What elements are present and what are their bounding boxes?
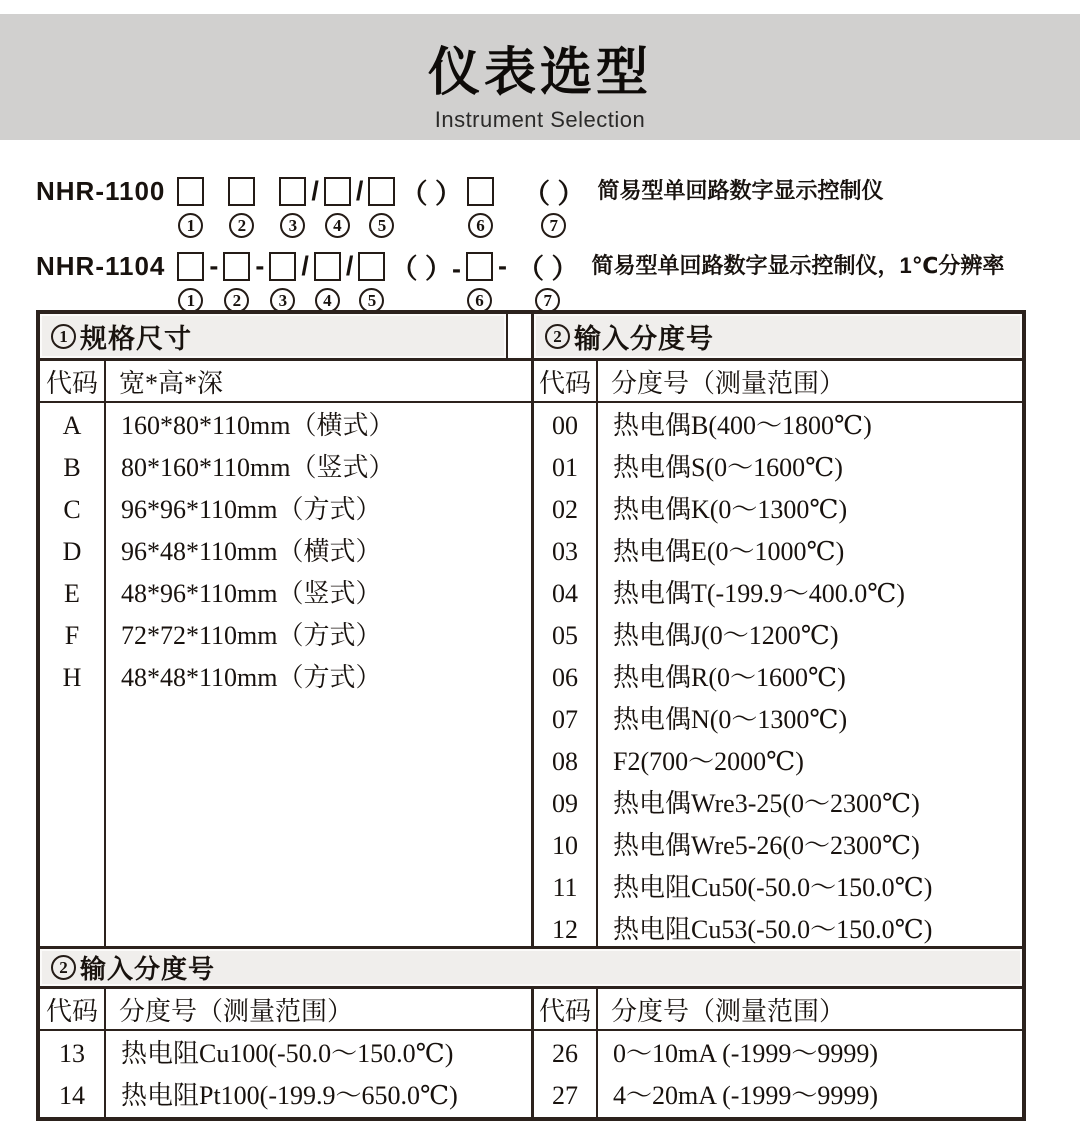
circled-number: 7 bbox=[535, 288, 560, 313]
empty-code-square bbox=[314, 252, 341, 281]
empty-code-square bbox=[269, 252, 296, 281]
code-box-outline bbox=[279, 172, 306, 210]
model-separator bbox=[512, 247, 584, 315]
selection-table bbox=[36, 310, 1026, 1121]
s1-right-codes bbox=[534, 403, 598, 946]
header-title: 规格尺寸 bbox=[80, 323, 192, 354]
row-code: H bbox=[62, 663, 82, 692]
row-code: 05 bbox=[552, 621, 578, 650]
column-header-desc: 宽*高*深 bbox=[119, 368, 224, 398]
code-box-outline bbox=[269, 247, 296, 285]
code-box-outline bbox=[223, 247, 250, 285]
section1-header-row bbox=[40, 314, 1022, 361]
empty-code-square bbox=[177, 252, 204, 281]
s2-right-codes bbox=[534, 1031, 598, 1117]
model-code-box bbox=[358, 247, 385, 315]
column-header-desc: 分度号（测量范围） bbox=[119, 996, 354, 1026]
row-desc: 热电偶E(0～1000℃) bbox=[613, 537, 845, 566]
model-separator bbox=[250, 247, 269, 315]
model-row bbox=[36, 247, 1076, 315]
empty-code-square bbox=[223, 252, 250, 281]
separator-text: （ ） bbox=[400, 178, 462, 209]
row-desc: 热电偶T(-199.9～400.0℃) bbox=[613, 579, 905, 608]
code-box-outline bbox=[467, 172, 494, 210]
section1-right-header bbox=[534, 314, 1022, 358]
empty-code-square bbox=[279, 177, 306, 206]
row-code: 13 bbox=[59, 1039, 85, 1068]
page-title: 仪表选型 bbox=[427, 44, 652, 102]
model-gap bbox=[255, 172, 279, 240]
section1-left-header bbox=[40, 314, 508, 358]
row-code: E bbox=[64, 579, 80, 608]
column-header-code: 代码 bbox=[534, 361, 598, 401]
separator-text: （ ）- bbox=[390, 253, 461, 284]
row-desc: 48*48*110mm（方式） bbox=[121, 663, 382, 692]
row-code: 06 bbox=[552, 663, 578, 692]
column-header-code: 代码 bbox=[40, 989, 106, 1029]
row-desc: 热电阻Cu100(-50.0～150.0℃) bbox=[121, 1039, 454, 1068]
row-desc: 热电偶B(400～1800℃) bbox=[613, 411, 872, 440]
section1-body-row bbox=[40, 403, 1022, 949]
row-desc: 热电偶K(0～1300℃) bbox=[613, 495, 848, 524]
s2-left-descs bbox=[106, 1031, 508, 1117]
row-code: 27 bbox=[552, 1081, 578, 1110]
empty-code-square bbox=[177, 177, 204, 206]
section2-header-row bbox=[40, 949, 1022, 989]
empty-code-square bbox=[358, 252, 385, 281]
header-title: 输入分度号 bbox=[574, 323, 714, 354]
s1-right-descs bbox=[598, 403, 1022, 946]
row-desc: 热电偶N(0～1300℃) bbox=[613, 705, 848, 734]
table-divider bbox=[508, 361, 534, 401]
s2-right-descs bbox=[598, 1031, 1022, 1117]
token-number-slot bbox=[229, 210, 254, 240]
row-code: 14 bbox=[59, 1081, 85, 1110]
circled-number: 2 bbox=[545, 324, 570, 349]
token-number-slot bbox=[280, 210, 305, 240]
circled-number: 3 bbox=[280, 213, 305, 238]
row-code: 00 bbox=[552, 411, 578, 440]
circled-number: 4 bbox=[315, 288, 340, 313]
table-divider bbox=[508, 403, 534, 946]
row-desc: F2(700～2000℃) bbox=[613, 747, 804, 776]
circled-number: 1 bbox=[178, 213, 203, 238]
section1-subheader-row bbox=[40, 361, 1022, 403]
column-header-desc: 分度号（测量范围） bbox=[611, 368, 846, 398]
model-code-box bbox=[269, 247, 296, 315]
row-code: F bbox=[64, 621, 80, 650]
model-separator bbox=[518, 172, 590, 240]
model-code-box bbox=[368, 172, 395, 240]
separator-text: （ ） bbox=[522, 178, 585, 209]
model-ordering-codes bbox=[36, 172, 1076, 322]
code-box-outline bbox=[358, 247, 385, 285]
row-code: B bbox=[63, 453, 81, 482]
row-code: 01 bbox=[552, 453, 578, 482]
circled-number: 3 bbox=[270, 288, 295, 313]
model-name: NHR-1100 bbox=[36, 176, 166, 206]
row-desc: 96*48*110mm（横式） bbox=[121, 537, 382, 566]
row-code: 09 bbox=[552, 789, 578, 818]
code-box-outline bbox=[177, 247, 204, 285]
separator-text: / bbox=[355, 175, 364, 206]
row-code: 10 bbox=[552, 831, 578, 860]
token-number-slot bbox=[541, 210, 566, 240]
row-desc: 热电阻Cu50(-50.0～150.0℃) bbox=[613, 873, 933, 902]
model-separator bbox=[493, 247, 512, 315]
table-divider bbox=[508, 314, 534, 358]
column-header-code: 代码 bbox=[40, 361, 106, 401]
table-divider bbox=[508, 1031, 534, 1117]
model-row bbox=[36, 172, 1076, 240]
row-code: 04 bbox=[552, 579, 578, 608]
row-desc: 热电偶J(0～1200℃) bbox=[613, 621, 839, 650]
code-box-outline bbox=[177, 172, 204, 210]
token-number-slot bbox=[468, 210, 493, 240]
model-separator bbox=[395, 172, 467, 240]
row-desc: 72*72*110mm（方式） bbox=[121, 621, 382, 650]
separator-text: / bbox=[301, 250, 309, 281]
row-code: 12 bbox=[552, 915, 578, 944]
s1-left-codes bbox=[40, 403, 106, 946]
model-separator bbox=[351, 172, 369, 240]
row-desc: 48*96*110mm（竖式） bbox=[121, 579, 382, 608]
circled-number: 7 bbox=[541, 213, 566, 238]
model-desc: 简易型单回路数字显示控制仪，1℃分辨率 bbox=[591, 253, 1005, 278]
section2-body-row bbox=[40, 1031, 1022, 1117]
circled-number: 1 bbox=[51, 324, 76, 349]
model-code-box bbox=[314, 247, 341, 315]
row-desc: 热电偶S(0～1600℃) bbox=[613, 453, 843, 482]
row-code: A bbox=[62, 411, 82, 440]
row-code: 02 bbox=[552, 495, 578, 524]
code-box-outline bbox=[228, 172, 255, 210]
empty-code-square bbox=[228, 177, 255, 206]
model-tokens bbox=[177, 247, 583, 315]
token-number-slot bbox=[369, 210, 394, 240]
code-box-outline bbox=[314, 247, 341, 285]
circled-number: 5 bbox=[359, 288, 384, 313]
model-gap bbox=[204, 172, 228, 240]
model-code-box bbox=[324, 172, 351, 240]
row-desc: 热电偶Wre3-25(0～2300℃) bbox=[613, 789, 920, 818]
model-code-box bbox=[177, 247, 204, 315]
model-separator bbox=[385, 247, 466, 315]
model-code-box bbox=[228, 172, 255, 240]
page-header-band bbox=[0, 14, 1080, 140]
row-code: 11 bbox=[552, 873, 578, 902]
circled-number: 2 bbox=[229, 213, 254, 238]
section2-header bbox=[40, 949, 1022, 986]
row-code: D bbox=[62, 537, 82, 566]
model-tokens bbox=[177, 172, 589, 240]
empty-code-square bbox=[368, 177, 395, 206]
token-number-slot bbox=[178, 210, 203, 240]
circled-number: 2 bbox=[51, 955, 76, 980]
row-desc: 热电阻Pt100(-199.9～650.0℃) bbox=[121, 1081, 458, 1110]
empty-code-square bbox=[467, 177, 494, 206]
row-code: 07 bbox=[552, 705, 578, 734]
model-code-box bbox=[177, 172, 204, 240]
circled-number: 1 bbox=[178, 288, 203, 313]
header-title: 输入分度号 bbox=[80, 954, 216, 984]
separator-text: （ ） bbox=[516, 253, 579, 284]
model-name: NHR-1104 bbox=[36, 251, 166, 281]
row-desc: 4～20mA (-1999～9999) bbox=[613, 1081, 879, 1110]
model-gap bbox=[494, 172, 518, 240]
circled-number: 5 bbox=[369, 213, 394, 238]
row-desc: 80*160*110mm（竖式） bbox=[121, 453, 395, 482]
s1-left-descs bbox=[106, 403, 508, 946]
table-divider bbox=[508, 989, 534, 1029]
row-desc: 96*96*110mm（方式） bbox=[121, 495, 382, 524]
s2-left-codes bbox=[40, 1031, 106, 1117]
separator-text: - bbox=[497, 250, 507, 281]
empty-code-square bbox=[324, 177, 351, 206]
model-separator bbox=[341, 247, 359, 315]
row-code: 03 bbox=[552, 537, 578, 566]
row-desc: 0～10mA (-1999～9999) bbox=[613, 1039, 879, 1068]
model-code-box bbox=[467, 172, 494, 240]
model-code-box bbox=[223, 247, 250, 315]
separator-text: / bbox=[345, 250, 354, 281]
model-code-box bbox=[279, 172, 306, 240]
separator-text: - bbox=[209, 250, 219, 281]
row-code: 26 bbox=[552, 1039, 578, 1068]
empty-code-square bbox=[466, 252, 493, 281]
separator-text: - bbox=[255, 250, 265, 281]
circled-number: 4 bbox=[325, 213, 350, 238]
model-code-box bbox=[466, 247, 493, 315]
row-desc: 热电偶R(0～1600℃) bbox=[613, 663, 846, 692]
column-header-desc: 分度号（测量范围） bbox=[611, 996, 846, 1026]
circled-number: 2 bbox=[224, 288, 249, 313]
section2-subheader-row bbox=[40, 989, 1022, 1031]
row-desc: 热电阻Cu53(-50.0～150.0℃) bbox=[613, 915, 933, 944]
model-desc: 简易型单回路数字显示控制仪 bbox=[597, 178, 884, 203]
model-separator bbox=[204, 247, 223, 315]
code-box-outline bbox=[324, 172, 351, 210]
model-separator bbox=[306, 172, 324, 240]
row-code: 08 bbox=[552, 747, 578, 776]
circled-number: 6 bbox=[467, 288, 492, 313]
row-code: C bbox=[63, 495, 81, 524]
separator-text: / bbox=[311, 175, 319, 206]
row-desc: 160*80*110mm（横式） bbox=[121, 411, 395, 440]
circled-number: 6 bbox=[468, 213, 493, 238]
model-separator bbox=[296, 247, 314, 315]
token-number-slot bbox=[325, 210, 350, 240]
code-box-outline bbox=[368, 172, 395, 210]
code-box-outline bbox=[466, 247, 493, 285]
row-desc: 热电偶Wre5-26(0～2300℃) bbox=[613, 831, 920, 860]
page-subtitle: Instrument Selection bbox=[434, 107, 646, 132]
column-header-code: 代码 bbox=[534, 989, 598, 1029]
